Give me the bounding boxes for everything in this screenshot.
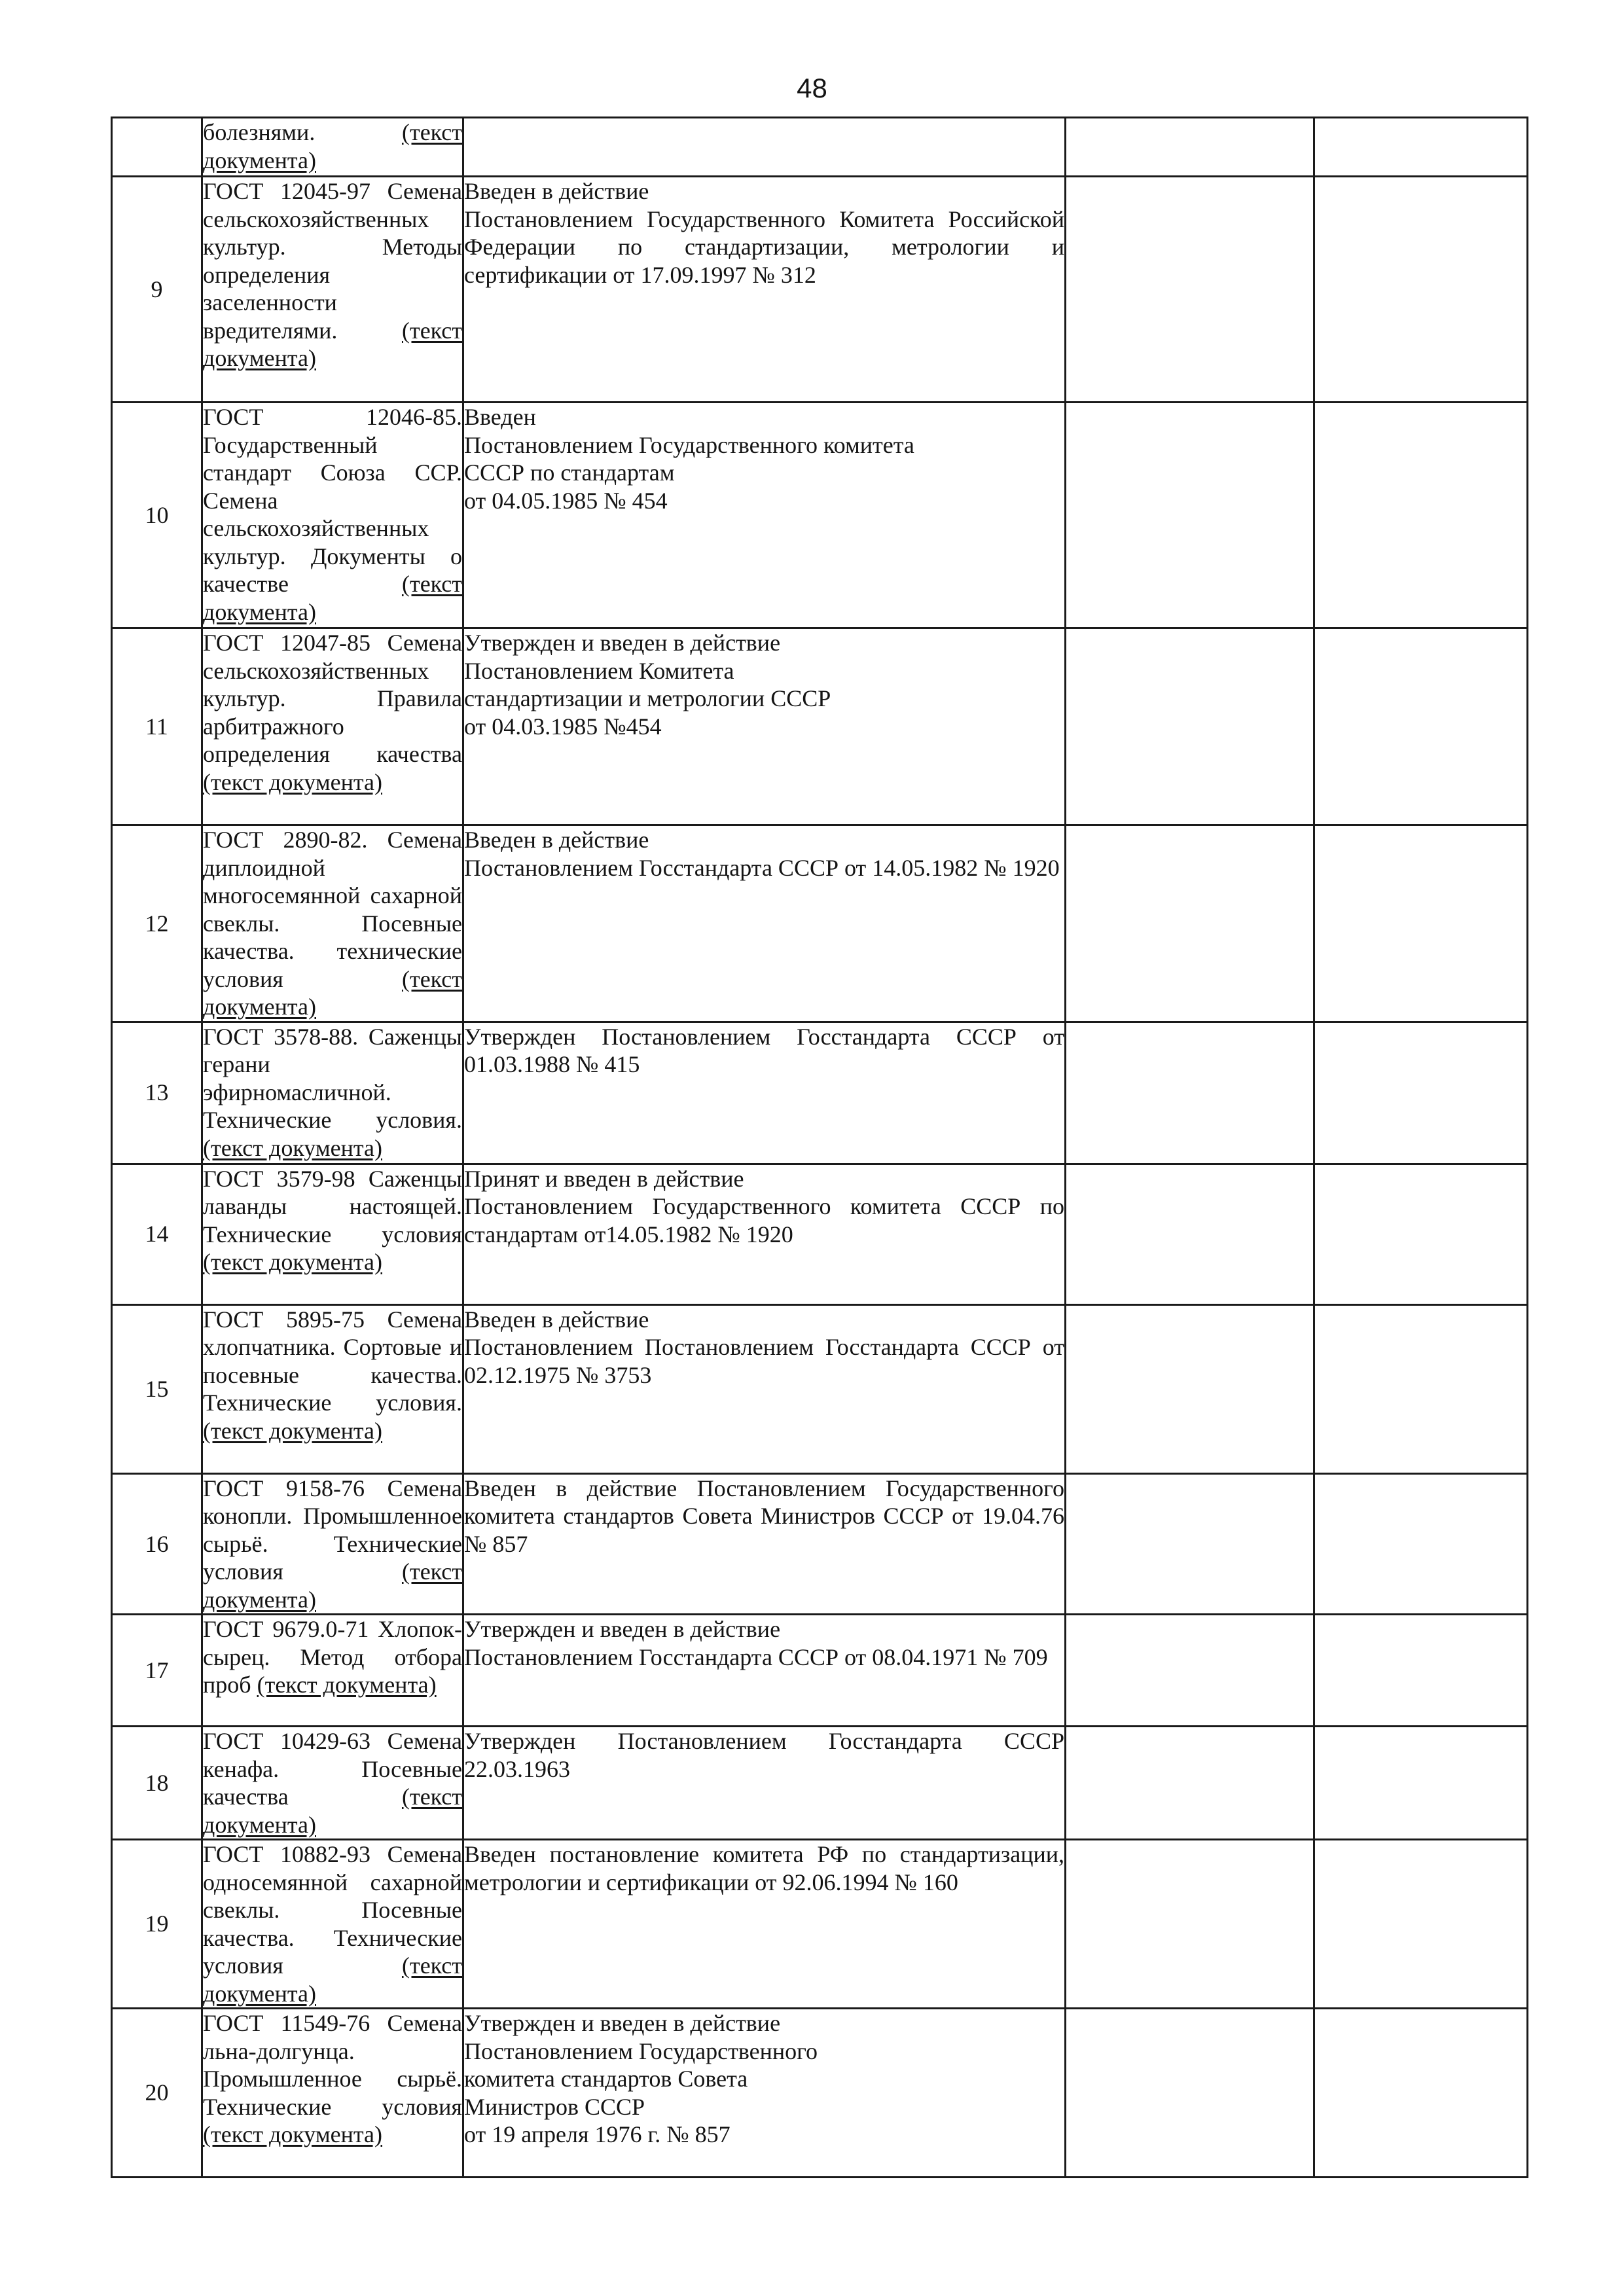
document-text-link[interactable]: (текст документа) xyxy=(203,1784,462,1838)
adoption-info-line: Утвержден Постановлением Госстандарта СССР от 01.03.1988 № 415 xyxy=(464,1023,1064,1077)
adoption-info-line: Утвержден и введен в действие xyxy=(464,2010,781,2036)
document-title-cell xyxy=(202,1727,463,1840)
column-4-cell xyxy=(1066,1840,1314,2009)
adoption-info-line: Постановлением Государственного Комитета Российской Федерации по стандартизации, метрологии и сертификации от 17.09.1997 № 312 xyxy=(464,206,1064,288)
row-number: 9 xyxy=(112,177,202,403)
row-number: 12 xyxy=(112,825,202,1022)
adoption-info-line: от 04.05.1985 № 454 xyxy=(464,487,668,514)
row-number: 20 xyxy=(112,2009,202,2178)
adoption-info-line: Постановлением Постановлением Госстандарта СССР от 02.12.1975 № 3753 xyxy=(464,1334,1064,1388)
column-4-cell xyxy=(1066,177,1314,403)
document-title-text: ГОСТ 3578-88. Саженцы герани эфирномасличной. Технические условия. xyxy=(203,1023,462,1133)
document-text-link[interactable]: (текст документа) xyxy=(203,965,462,1020)
document-text-link[interactable]: (текст документа) xyxy=(203,1134,382,1161)
column-5-cell xyxy=(1314,2009,1528,2178)
table-row xyxy=(112,1022,1528,1164)
document-title-text: болезнями. xyxy=(203,119,316,145)
adoption-info-line: Постановлением Комитета xyxy=(464,657,734,684)
document-title-text: ГОСТ 10882-93 Семена односемянной сахарной свеклы. Посевные качества. Технические условия xyxy=(203,1841,462,1979)
table-row xyxy=(112,1304,1528,1473)
row-number: 19 xyxy=(112,1840,202,2009)
column-5-cell xyxy=(1314,1727,1528,1840)
adoption-info-cell xyxy=(463,177,1066,403)
table-row xyxy=(112,1615,1528,1727)
adoption-info-line: Постановлением Госстандарта СССР от 14.05.1982 № 1920 xyxy=(464,854,1060,881)
row-number: 11 xyxy=(112,628,202,825)
page-number: 48 xyxy=(797,73,827,103)
column-4-cell xyxy=(1066,118,1314,177)
table-row xyxy=(112,825,1528,1022)
document-title-cell xyxy=(202,1022,463,1164)
table-row xyxy=(112,1473,1528,1615)
row-number: 16 xyxy=(112,1473,202,1615)
adoption-info-line: Введен xyxy=(464,404,536,430)
document-title-text: ГОСТ 12047-85 Семена сельскохозяйственных культур. Правила арбитражного определения качества xyxy=(203,630,462,767)
column-4-cell xyxy=(1066,1473,1314,1615)
table-row xyxy=(112,1727,1528,1840)
column-5-cell xyxy=(1314,118,1528,177)
document-title-cell xyxy=(202,628,463,825)
document-title-text: ГОСТ 10429-63 Семена кенафа. Посевные качества xyxy=(203,1728,462,1810)
adoption-info-line: от 19 апреля 1976 г. № 857 xyxy=(464,2121,731,2147)
adoption-info-cell xyxy=(463,1840,1066,2009)
column-4-cell xyxy=(1066,825,1314,1022)
adoption-info-line: Введен в действие xyxy=(464,827,649,853)
document-title-text: ГОСТ 12045-97 Семена сельскохозяйственных культур. Методы определения заселенности вредителями. xyxy=(203,178,462,344)
column-5-cell xyxy=(1314,1615,1528,1727)
adoption-info-cell xyxy=(463,403,1066,628)
column-4-cell xyxy=(1066,1727,1314,1840)
adoption-info-line: Введен постановление комитета РФ по стандартизации, метрологии и сертификации от 92.06.1994 № 160 xyxy=(464,1841,1064,1895)
column-5-cell xyxy=(1314,403,1528,628)
adoption-info-cell xyxy=(463,118,1066,177)
adoption-info-line: Постановлением Государственного xyxy=(464,2037,818,2064)
adoption-info-line: Введен в действие Постановлением Государственного комитета стандартов Совета Министров СССР от 19.04.76 № 857 xyxy=(464,1475,1064,1557)
column-5-cell xyxy=(1314,177,1528,403)
adoption-info-line: СССР по стандартам xyxy=(464,459,675,486)
document-text-link[interactable]: (текст документа) xyxy=(203,317,462,371)
column-5-cell xyxy=(1314,1840,1528,2009)
adoption-info-cell xyxy=(463,1304,1066,1473)
table-row xyxy=(112,2009,1528,2178)
document-title-cell xyxy=(202,403,463,628)
document-title-cell xyxy=(202,1473,463,1615)
adoption-info-cell xyxy=(463,1727,1066,1840)
column-4-cell xyxy=(1066,2009,1314,2178)
document-title-cell xyxy=(202,825,463,1022)
table-row xyxy=(112,177,1528,403)
document-title-text: ГОСТ 12046-85. Государственный стандарт Союза ССР. Семена сельскохозяйственных культур. Документы о качестве xyxy=(203,404,462,597)
adoption-info-line: Постановлением Госстандарта СССР от 08.04.1971 № 709 xyxy=(464,1643,1048,1670)
document-title-cell xyxy=(202,1615,463,1727)
column-5-cell xyxy=(1314,1022,1528,1164)
document-text-link[interactable]: (текст документа) xyxy=(203,768,382,795)
document-title-text: ГОСТ 2890-82. Семена диплоидной многосемянной сахарной свеклы. Посевные качества. технические условия xyxy=(203,827,462,992)
document-title-cell xyxy=(202,1164,463,1304)
document-title-text: ГОСТ 3579-98 Саженцы лаванды настоящей. Технические условия xyxy=(203,1165,462,1247)
document-text-link[interactable]: (текст документа) xyxy=(203,1249,382,1275)
document-title-cell xyxy=(202,118,463,177)
table-row xyxy=(112,1840,1528,2009)
adoption-info-line: Утвержден и введен в действие xyxy=(464,1616,781,1642)
table-row xyxy=(112,118,1528,177)
adoption-info-line: Постановлением Государственного комитета xyxy=(464,431,914,458)
standards-table xyxy=(111,117,1528,2178)
document-text-link[interactable]: (текст документа) xyxy=(203,571,462,625)
document-title-cell xyxy=(202,1840,463,2009)
document-text-link[interactable]: (текст xyxy=(401,119,462,145)
document-text-link[interactable]: (текст документа) xyxy=(257,1672,437,1698)
table-row xyxy=(112,1164,1528,1304)
column-4-cell xyxy=(1066,1615,1314,1727)
column-4-cell xyxy=(1066,1022,1314,1164)
row-number: 14 xyxy=(112,1164,202,1304)
document-title-text: ГОСТ 9679.0-71 Хлопок-сырец. Метод отбора проб xyxy=(203,1616,462,1698)
document-text-link[interactable]: документа) xyxy=(203,147,316,173)
adoption-info-cell xyxy=(463,1615,1066,1727)
column-4-cell xyxy=(1066,403,1314,628)
column-4-cell xyxy=(1066,628,1314,825)
adoption-info-line: стандартизации и метрологии СССР xyxy=(464,685,831,711)
table-row xyxy=(112,403,1528,628)
table-row xyxy=(112,628,1528,825)
document-text-link[interactable]: (текст документа) xyxy=(203,2121,382,2147)
document-title-cell xyxy=(202,177,463,403)
document-title-cell xyxy=(202,2009,463,2178)
adoption-info-cell xyxy=(463,628,1066,825)
row-number: 17 xyxy=(112,1615,202,1727)
row-number: 13 xyxy=(112,1022,202,1164)
document-title-text: ГОСТ 11549-76 Семена льна-долгунца. Промышленное сырьё. Технические условия xyxy=(203,2010,462,2120)
document-text-link[interactable]: (текст документа) xyxy=(203,1417,382,1444)
adoption-info-line: Утвержден и введен в действие xyxy=(464,630,781,656)
adoption-info-line: Утвержден Постановлением Госстандарта СССР 22.03.1963 xyxy=(464,1728,1064,1782)
row-number xyxy=(112,118,202,177)
document-text-link[interactable]: (текст документа) xyxy=(203,1558,462,1613)
adoption-info-line: комитета стандартов Совета xyxy=(464,2066,748,2092)
adoption-info-line: Принят и введен в действие xyxy=(464,1165,744,1192)
column-5-cell xyxy=(1314,825,1528,1022)
column-5-cell xyxy=(1314,1164,1528,1304)
document-text-link[interactable]: (текст документа) xyxy=(203,1952,462,2007)
column-4-cell xyxy=(1066,1304,1314,1473)
adoption-info-line: Министров СССР xyxy=(464,2093,645,2120)
document-title-text: ГОСТ 9158-76 Семена конопли. Промышленное сырьё. Технические условия xyxy=(203,1475,462,1585)
adoption-info-line: Введен в действие xyxy=(464,178,649,204)
adoption-info-cell xyxy=(463,825,1066,1022)
adoption-info-cell xyxy=(463,2009,1066,2178)
row-number: 10 xyxy=(112,403,202,628)
adoption-info-line: от 04.03.1985 №454 xyxy=(464,713,662,740)
row-number: 15 xyxy=(112,1304,202,1473)
adoption-info-cell xyxy=(463,1164,1066,1304)
adoption-info-line: Введен в действие xyxy=(464,1306,649,1333)
column-4-cell xyxy=(1066,1164,1314,1304)
document-title-text: ГОСТ 5895-75 Семена хлопчатника. Сортовые и посевные качества. Технические условия. xyxy=(203,1306,462,1416)
adoption-info-cell xyxy=(463,1022,1066,1164)
adoption-info-line: Постановлением Государственного комитета СССР по стандартам от14.05.1982 № 1920 xyxy=(464,1193,1064,1247)
document-title-cell xyxy=(202,1304,463,1473)
column-5-cell xyxy=(1314,628,1528,825)
column-5-cell xyxy=(1314,1304,1528,1473)
adoption-info-cell xyxy=(463,1473,1066,1615)
column-5-cell xyxy=(1314,1473,1528,1615)
row-number: 18 xyxy=(112,1727,202,1840)
